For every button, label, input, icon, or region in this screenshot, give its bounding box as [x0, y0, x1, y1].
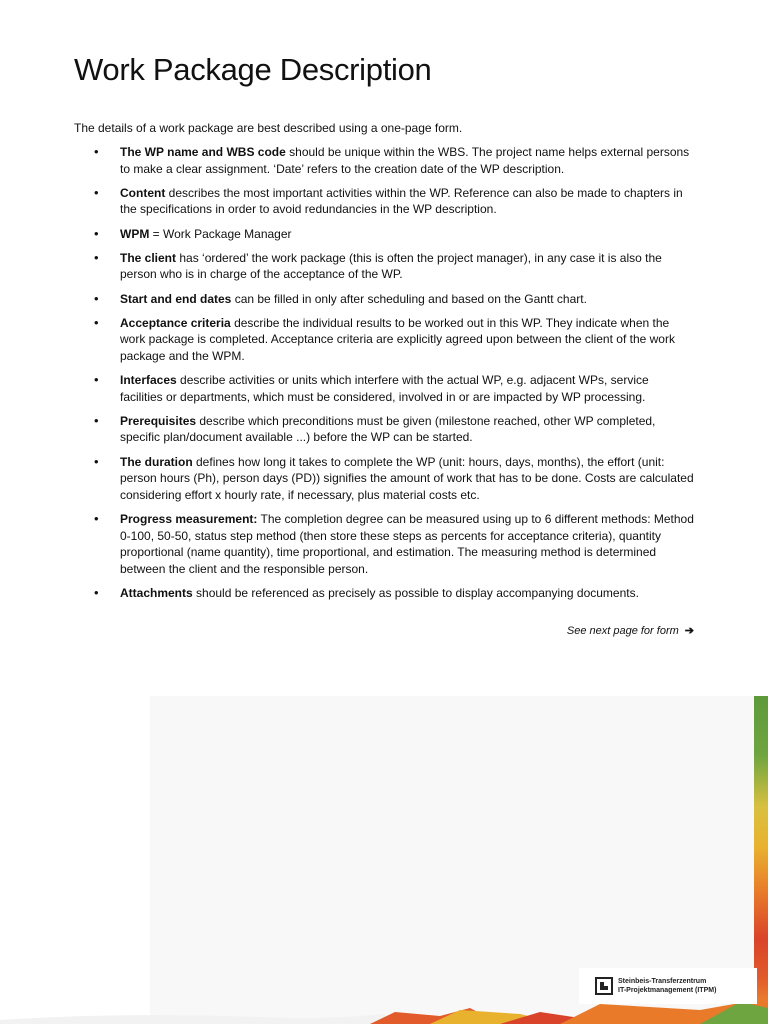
logo-text [618, 977, 716, 995]
next-page-text: See next page for form [566, 625, 679, 637]
logo-line-2: IT-Projektmanagement (ITPM) [618, 987, 717, 994]
page-title: Work Package Description [74, 52, 432, 87]
item-text: has ‘ordered’ the work package (this is often the project manager), in any case it is also the person who is in charge of the acceptance of the WP. [120, 250, 662, 282]
list-item [74, 511, 694, 577]
item-lead: The WP name and WBS code [120, 145, 286, 159]
item-lead: WPM [120, 226, 150, 241]
item-lead: Content [120, 185, 166, 200]
item-lead: Attachments [120, 586, 193, 600]
list-item [74, 144, 694, 177]
list-item [74, 413, 694, 446]
item-lead: The duration [120, 454, 193, 469]
list-item [74, 315, 694, 365]
item-text: describe activities or units which interfere with the actual WP, e.g. adjacent WPs, service facilities or departments, which must be considered, involved in or are impacted by WP processing. [120, 373, 649, 404]
item-lead: Progress measurement: [120, 512, 258, 527]
list-item [74, 185, 694, 218]
item-text: should be unique within the WBS. The project name helps external persons to make a clear assignment. ‘Date’ refers to the creation date of the WP description. [120, 145, 690, 176]
list-item [74, 226, 694, 243]
item-text: can be filled in only after scheduling and based on the Gantt chart. [231, 291, 587, 306]
logo-line-1: Steinbeis-Transferzentrum [618, 978, 707, 985]
list-item [74, 291, 694, 308]
item-text: should be referenced as precisely as possible to display accompanying documents. [192, 586, 639, 600]
item-lead: Interfaces [120, 373, 177, 388]
item-text: The completion degree can be measured using up to 6 different methods: Method 0-100, 50-50, status step method (then store these steps as percents for acceptance criteria), quantity proportional (name quantity), time proportional, and estimation. The measuring method is determined between the client and the responsible person. [120, 512, 694, 576]
list-item [74, 585, 694, 602]
item-lead: Start and end dates [120, 291, 232, 306]
item-text: describes the most important activities within the WP. Reference can also be made to chapters in the specifications in order to avoid redundancies in the WP description. [120, 185, 683, 217]
item-lead: The client [120, 250, 177, 265]
item-text: = Work Package Manager [149, 226, 292, 241]
next-page-note [567, 624, 694, 637]
footer-logo [579, 968, 757, 1004]
arrow-right-icon: ➔ [684, 625, 694, 637]
item-lead: Acceptance criteria [120, 315, 231, 330]
description-list [74, 144, 694, 609]
list-item [74, 454, 694, 504]
item-text: describe the individual results to be worked out in this WP. They indicate when the work package is completed. Acceptance criteria are explicitly agreed upon between the client of the work package and the WPM. [120, 315, 675, 363]
item-text: describe which preconditions must be given (milestone reached, other WP completed, specific plan/document available ...) before the WP can be started. [120, 413, 656, 445]
list-item [74, 250, 694, 283]
intro-text: The details of a work package are best described using a one-page form. [74, 121, 463, 135]
steinbeis-logo-icon [595, 977, 613, 995]
item-lead: Prerequisites [120, 413, 197, 428]
item-text: defines how long it takes to complete the WP (unit: hours, days, months), the effort (unit: person hours (Ph), person days (PD)) signifies the amount of work that has to be done. Costs are calculated considering effort x hourly rate, if necessary, plus material costs etc. [120, 454, 694, 502]
list-item [74, 372, 694, 405]
